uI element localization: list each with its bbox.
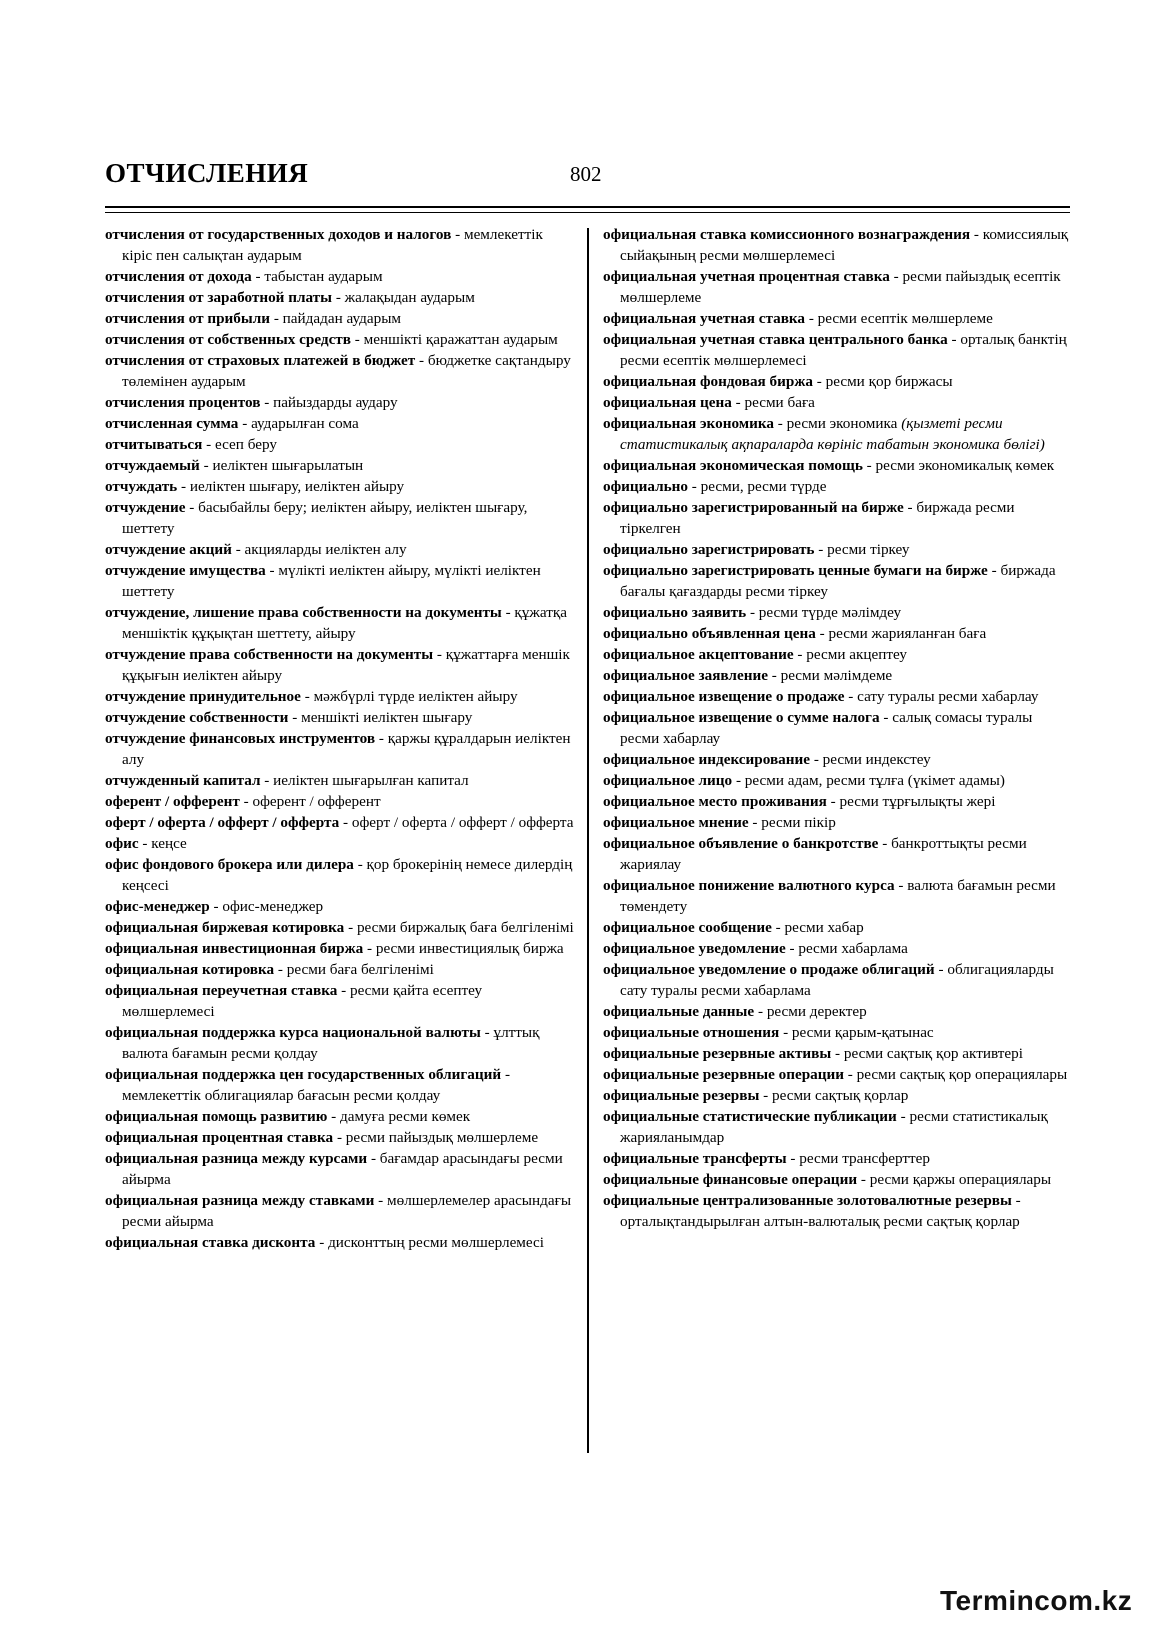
entry-separator: - <box>415 352 428 369</box>
entry-term: отчуждение <box>105 499 186 516</box>
dictionary-entry <box>603 791 1073 812</box>
dictionary-entry <box>105 329 575 350</box>
entry-definition: ресми қайта есептеу мөлшерлемесі <box>122 982 483 1020</box>
entry-separator: - <box>894 877 908 894</box>
dictionary-entry <box>105 854 575 896</box>
entry-separator: - <box>251 268 265 285</box>
entry-definition: қаржы құралдарын иеліктен алу <box>122 730 571 768</box>
entry-definition: банкроттықты ресми жариялау <box>620 835 1027 873</box>
entry-separator: - <box>185 499 199 516</box>
entry-term: официальные резервы <box>603 1087 760 1104</box>
dictionary-entry <box>603 329 1073 371</box>
entry-separator: - <box>844 688 858 705</box>
dictionary-entry <box>603 560 1073 602</box>
entry-separator: - <box>815 625 829 642</box>
entry-term: отчуждение имущества <box>105 562 266 579</box>
entry-definition: ресми статистикалық жарияланымдар <box>620 1108 1048 1146</box>
entry-definition: ресми қаржы операциялары <box>869 1171 1052 1188</box>
entry-term: отчисления от собственных средств <box>105 331 351 348</box>
entry-separator: - <box>353 856 367 873</box>
dictionary-entry <box>603 812 1073 833</box>
entry-term: отчуждение акций <box>105 541 232 558</box>
entry-definition: орталықтандырылған алтын-валюталық ресми сақтық қорлар <box>620 1213 1020 1230</box>
entry-term: официальная цена <box>603 394 732 411</box>
dictionary-entry <box>603 665 1073 686</box>
entry-separator: - <box>805 310 818 327</box>
entry-definition: биржада бағалы қағаздарды ресми тіркеу <box>620 562 1056 600</box>
entry-separator: - <box>731 394 745 411</box>
entry-term: офис-менеджер <box>105 898 210 915</box>
entry-separator: - <box>748 814 762 831</box>
entry-separator: - <box>826 793 840 810</box>
dictionary-entry <box>105 938 575 959</box>
entry-separator: - <box>754 1003 767 1020</box>
dictionary-entry <box>105 812 575 833</box>
dictionary-entry <box>603 455 1073 476</box>
entry-definition: ресми экономика <box>786 415 902 432</box>
entry-definition: меншікті қаражаттан аударым <box>363 331 558 348</box>
dictionary-entry <box>105 497 575 539</box>
entry-definition: салық сомасы туралы ресми хабарлау <box>620 709 1033 747</box>
entry-definition: иеліктен шығару, иеліктен айыру <box>189 478 405 495</box>
dictionary-entry <box>105 707 575 728</box>
entry-term: официальная переучетная ставка <box>105 982 338 999</box>
dictionary-entry <box>603 875 1073 917</box>
dictionary-entry <box>105 392 575 413</box>
entry-term: официальная процентная ставка <box>105 1129 334 1146</box>
entry-term: официальное мнение <box>603 814 749 831</box>
entry-separator: - <box>896 1108 910 1125</box>
entry-term: официальные финансовые операции <box>603 1171 858 1188</box>
entry-term: официальное акцептование <box>603 646 794 663</box>
dictionary-entry <box>105 434 575 455</box>
entry-definition: ресми трансферттер <box>799 1150 931 1167</box>
entry-separator: - <box>785 940 799 957</box>
entry-definition: ресми тіркеу <box>827 541 910 558</box>
dictionary-entry <box>603 371 1073 392</box>
dictionary-entry <box>105 1106 575 1127</box>
entry-definition: орталық банктің ресми есептік мөлшерлемесі <box>620 331 1067 369</box>
entry-term: официальная инвестиционная биржа <box>105 940 364 957</box>
dictionary-entry <box>105 686 575 707</box>
entry-separator: - <box>786 1150 800 1167</box>
entry-separator: - <box>889 268 903 285</box>
dictionary-entry <box>603 1148 1073 1169</box>
page-number: 802 <box>570 162 602 186</box>
dictionary-entry <box>603 1022 1073 1043</box>
entry-definition: мемлекеттік облигациялар бағасын ресми қолдау <box>122 1087 441 1104</box>
entry-separator: - <box>501 1066 511 1083</box>
entry-separator: - <box>209 898 223 915</box>
dictionary-entry <box>603 707 1073 749</box>
entry-separator: - <box>260 394 274 411</box>
dictionary-entry <box>105 791 575 812</box>
entry-separator: - <box>687 478 701 495</box>
entry-separator: - <box>451 226 464 243</box>
dictionary-entry <box>603 1190 1073 1232</box>
entry-definition: бюджетке сақтандыру төлемінен аударым <box>122 352 571 390</box>
entry-term: официальная ставка дисконта <box>105 1234 316 1251</box>
entry-term: официальная экономическая помощь <box>603 457 863 474</box>
dictionary-entry <box>603 938 1073 959</box>
entry-separator: - <box>779 1024 792 1041</box>
dictionary-entry <box>105 770 575 791</box>
entry-definition: ресми акцептеу <box>806 646 907 663</box>
dictionary-entry <box>603 308 1073 329</box>
entry-note: (қызметі ресми статистикалық ақпараларда көрініс табатын экономика бөлігі) <box>620 415 1045 453</box>
entry-definition: мөлшерлемелер арасындағы ресми айырма <box>122 1192 572 1230</box>
entry-definition: құжаттарға меншік құқығын иеліктен айыру <box>122 646 570 684</box>
entry-definition: құжатқа меншіктік құқықтан шеттету, айыру <box>122 604 567 642</box>
entry-definition: ресми мәлімдеме <box>780 667 893 684</box>
entry-separator: - <box>138 835 152 852</box>
entry-separator: - <box>878 835 892 852</box>
entry-separator: - <box>177 478 190 495</box>
dictionary-entry <box>105 959 575 980</box>
entry-definition: ресми адам, ресми тұлға (үкімет адамы) <box>744 772 1005 789</box>
entry-definition: мүлікті иеліктен айыру, мүлікті иеліктен шеттету <box>122 562 541 600</box>
entry-term: официальное уведомление <box>603 940 786 957</box>
entry-definition: ресми индекстеу <box>822 751 931 768</box>
entry-definition: ресми сақтық қор операциялары <box>856 1066 1068 1083</box>
entry-term: отчисления процентов <box>105 394 261 411</box>
dictionary-entry <box>105 1022 575 1064</box>
entry-separator: - <box>771 919 785 936</box>
header-rule-thick <box>105 206 1070 208</box>
entry-term: официальное извещение о сумме налога <box>603 709 880 726</box>
entry-term: отчисленная сумма <box>105 415 239 432</box>
dictionary-entry <box>105 1064 575 1106</box>
entry-separator: - <box>433 646 446 663</box>
dictionary-entry <box>105 980 575 1022</box>
entry-term: официальные данные <box>603 1003 755 1020</box>
entry-definition: дамуға ресми көмек <box>340 1108 471 1125</box>
dictionary-entry <box>603 602 1073 623</box>
entry-term: официальная поддержка курса национальной валюты <box>105 1024 481 1041</box>
entry-term: официально зарегистрировать ценные бумаги на бирже <box>603 562 988 579</box>
entry-definition: есеп беру <box>215 436 277 453</box>
entry-term: официальная разница между курсами <box>105 1150 368 1167</box>
entry-definition: қор брокерінің немесе дилердің кеңсесі <box>122 856 573 894</box>
entry-term: официальное заявление <box>603 667 768 684</box>
entry-term: отчуждаемый <box>105 457 200 474</box>
entry-term: отчуждение, лишение права собственности на документы <box>105 604 502 621</box>
entry-term: официальное извещение о продаже <box>603 688 845 705</box>
entry-term: официальная поддержка цен государственных облигаций <box>105 1066 502 1083</box>
dictionary-entry <box>603 833 1073 875</box>
entry-definition: ресми баға белгіленімі <box>286 961 434 978</box>
entry-separator: - <box>374 1192 387 1209</box>
entry-definition: биржада ресми тіркелген <box>620 499 1015 537</box>
entry-term: официальные трансферты <box>603 1150 787 1167</box>
dictionary-entry <box>105 224 575 266</box>
entry-separator: - <box>1011 1192 1021 1209</box>
entry-definition: жалақыдан аударым <box>344 289 475 306</box>
dictionary-entry <box>603 1001 1073 1022</box>
entry-separator: - <box>367 1150 380 1167</box>
page-header <box>105 150 1070 195</box>
entry-term: официальная биржевая котировка <box>105 919 345 936</box>
dictionary-entry <box>105 308 575 329</box>
site-logo <box>940 1585 1140 1625</box>
entry-definition: оферент / офферент <box>252 793 381 810</box>
entry-term: официальная фондовая биржа <box>603 373 813 390</box>
entry-definition: оферт / оферта / офферт / офферта <box>351 814 574 831</box>
entry-definition: ресми пайыздық мөлшерлеме <box>345 1129 539 1146</box>
entry-separator: - <box>274 961 287 978</box>
entry-separator: - <box>812 373 826 390</box>
entry-separator: - <box>315 1234 329 1251</box>
entry-separator: - <box>862 457 876 474</box>
entry-definition: пайыздарды аудару <box>273 394 398 411</box>
entry-separator: - <box>857 1171 870 1188</box>
dictionary-entry <box>105 644 575 686</box>
entry-definition: ресми хабар <box>784 919 864 936</box>
entry-definition: пайдадан аударым <box>282 310 402 327</box>
entry-definition: офис-менеджер <box>222 898 324 915</box>
entry-term: официальное лицо <box>603 772 733 789</box>
entry-term: отчуждение права собственности на документы <box>105 646 434 663</box>
entry-term: отчисления от прибыли <box>105 310 271 327</box>
entry-definition: ресми хабарлама <box>798 940 908 957</box>
dictionary-entry <box>105 539 575 560</box>
entry-definition: иеліктен шығарылған капитал <box>273 772 469 789</box>
dictionary-entry <box>603 497 1073 539</box>
entry-term: отчуждение финансовых инструментов <box>105 730 376 747</box>
entry-definition: ресми инвестициялық биржа <box>375 940 564 957</box>
entry-definition: басыбайлы беру; иеліктен айыру, иеліктен шығару, шеттету <box>122 499 528 537</box>
entry-definition: дисконттың ресми мөлшерлемесі <box>328 1234 545 1251</box>
dictionary-entry <box>105 1127 575 1148</box>
entry-term: официальные централизованные золотовалютные резервы <box>603 1192 1012 1209</box>
entry-term: официальная разница между ставками <box>105 1192 375 1209</box>
entry-term: официальная учетная ставка центрального банка <box>603 331 948 348</box>
entry-term: официальные статистические публикации <box>603 1108 897 1125</box>
entry-separator: - <box>767 667 781 684</box>
entry-separator: - <box>288 709 302 726</box>
entry-separator: - <box>879 709 893 726</box>
entry-definition: ресми баға <box>744 394 815 411</box>
dictionary-entry <box>603 224 1073 266</box>
entry-term: отчужденный капитал <box>105 772 261 789</box>
entry-definition: ресми қор биржасы <box>825 373 953 390</box>
entry-term: отчуждение принудительное <box>105 688 301 705</box>
entry-separator: - <box>231 541 245 558</box>
entry-separator: - <box>337 982 350 999</box>
dictionary-entry <box>105 455 575 476</box>
entry-separator: - <box>793 646 807 663</box>
dictionary-entry <box>603 749 1073 770</box>
logo-text: Termincom.kz <box>940 1585 1133 1616</box>
dictionary-entry <box>603 476 1073 497</box>
entry-separator: - <box>202 436 215 453</box>
entry-definition: ұлттық валюта бағамын ресми қолдау <box>122 1024 540 1062</box>
entry-definition: меншікті иеліктен шығару <box>301 709 473 726</box>
dictionary-entry <box>603 413 1073 455</box>
dictionary-entry <box>603 644 1073 665</box>
entry-definition: иеліктен шығарылатын <box>212 457 364 474</box>
header-title: ОТЧИСЛЕНИЯ <box>105 158 309 188</box>
entry-separator: - <box>332 289 345 306</box>
entry-term: официальное индексирование <box>603 751 811 768</box>
entry-definition: ресми сақтық қор активтері <box>843 1045 1023 1062</box>
entry-separator: - <box>363 940 376 957</box>
dictionary-entry <box>603 959 1073 1001</box>
entry-separator: - <box>987 562 1001 579</box>
dictionary-entry <box>105 413 575 434</box>
entry-separator: - <box>970 226 983 243</box>
dictionary-entry <box>105 833 575 854</box>
entry-separator: - <box>260 772 274 789</box>
entry-term: официально объявленная цена <box>603 625 816 642</box>
entry-term: отчисления от заработной платы <box>105 289 333 306</box>
entry-term: официально зарегистрировать <box>603 541 815 558</box>
entry-definition: ресми деректер <box>766 1003 867 1020</box>
entry-definition: ресми тұрғылықты жері <box>839 793 996 810</box>
entry-separator: - <box>199 457 213 474</box>
entry-separator: - <box>339 814 352 831</box>
entry-term: отчитываться <box>105 436 203 453</box>
entry-definition: ресми, ресми түрде <box>700 478 827 495</box>
dictionary-entry <box>105 350 575 392</box>
header-rule-thin <box>105 212 1070 213</box>
dictionary-entry <box>105 287 575 308</box>
entry-separator: - <box>746 604 759 621</box>
entry-separator: - <box>814 541 828 558</box>
entry-definition: мемлекеттік кіріс пен салықтан аударым <box>122 226 543 264</box>
entry-definition: акцияларды иеліктен алу <box>244 541 407 558</box>
entry-separator: - <box>265 562 279 579</box>
dictionary-entry <box>603 1043 1073 1064</box>
dictionary-entry <box>603 1106 1073 1148</box>
entry-separator: - <box>773 415 787 432</box>
entry-term: официальное уведомление о продаже облигаций <box>603 961 935 978</box>
entry-term: официальное сообщение <box>603 919 772 936</box>
entry-term: официальное понижение валютного курса <box>603 877 895 894</box>
entry-term: официальные резервные активы <box>603 1045 832 1062</box>
entry-term: официальное место проживания <box>603 793 827 810</box>
entry-term: отчуждение собственности <box>105 709 289 726</box>
entry-definition: ресми сақтық қорлар <box>771 1087 909 1104</box>
entry-definition: мәжбүрлі түрде иеліктен айыру <box>313 688 518 705</box>
dictionary-entry <box>603 266 1073 308</box>
entry-term: официальное объявление о банкротстве <box>603 835 879 852</box>
dictionary-entry <box>105 1148 575 1190</box>
left-column <box>105 224 575 1253</box>
entry-term: отчуждать <box>105 478 178 495</box>
entry-separator: - <box>375 730 388 747</box>
entry-separator: - <box>759 1087 772 1104</box>
entry-term: официально зарегистрированный на бирже <box>603 499 904 516</box>
entry-separator: - <box>903 499 917 516</box>
entry-term: отчисления от страховых платежей в бюджет <box>105 352 416 369</box>
entry-definition: ресми пайыздық есептік мөлшерлеме <box>620 268 1061 306</box>
dictionary-entry <box>105 602 575 644</box>
entry-definition: ресми қарым-қатынас <box>791 1024 934 1041</box>
dictionary-entry <box>105 266 575 287</box>
dictionary-entry <box>105 917 575 938</box>
entry-term: официально <box>603 478 688 495</box>
entry-separator: - <box>831 1045 844 1062</box>
dictionary-entry <box>105 1232 575 1253</box>
entry-definition: валюта бағамын ресми төмендету <box>620 877 1056 915</box>
dictionary-entry <box>603 539 1073 560</box>
entry-separator: - <box>480 1024 494 1041</box>
entry-separator: - <box>810 751 823 768</box>
right-column <box>603 224 1073 1232</box>
entry-separator: - <box>238 415 252 432</box>
entry-term: официальные отношения <box>603 1024 780 1041</box>
dictionary-entry <box>603 917 1073 938</box>
dictionary-entry <box>105 560 575 602</box>
entry-separator: - <box>270 310 283 327</box>
dictionary-entry <box>105 1190 575 1232</box>
entry-definition: аударылған сома <box>251 415 359 432</box>
entry-separator: - <box>333 1129 346 1146</box>
entry-definition: табыстан аударым <box>264 268 383 285</box>
dictionary-entry <box>603 770 1073 791</box>
dictionary-entry <box>105 476 575 497</box>
entry-definition: сату туралы ресми хабарлау <box>857 688 1039 705</box>
entry-term: отчисления от дохода <box>105 268 252 285</box>
dictionary-entry <box>603 623 1073 644</box>
dictionary-entry <box>603 392 1073 413</box>
entry-definition: ресми пікір <box>761 814 836 831</box>
entry-term: официальная котировка <box>105 961 275 978</box>
entry-separator: - <box>501 604 515 621</box>
entry-separator: - <box>732 772 745 789</box>
entry-term: официальная экономика <box>603 415 774 432</box>
entry-definition: ресми жарияланған баға <box>828 625 987 642</box>
entry-term: отчисления от государственных доходов и налогов <box>105 226 452 243</box>
entry-term: оферент / офферент <box>105 793 240 810</box>
entry-separator: - <box>239 793 253 810</box>
entry-term: офис <box>105 835 139 852</box>
entry-definition: ресми биржалық баға белгіленімі <box>356 919 574 936</box>
entry-separator: - <box>300 688 314 705</box>
dictionary-entry <box>603 686 1073 707</box>
entry-separator: - <box>344 919 357 936</box>
dictionary-entry <box>105 896 575 917</box>
dictionary-entry <box>105 728 575 770</box>
entry-definition: кеңсе <box>151 835 187 852</box>
column-divider <box>587 228 589 1453</box>
entry-separator: - <box>327 1108 341 1125</box>
entry-term: официальная учетная ставка <box>603 310 806 327</box>
entry-separator: - <box>947 331 961 348</box>
entry-term: официально заявить <box>603 604 747 621</box>
entry-definition: облигацияларды сату туралы ресми хабарлама <box>620 961 1054 999</box>
entry-definition: ресми түрде мәлімдеу <box>758 604 902 621</box>
entry-definition: комиссиялық сыйақының ресми мөлшерлемесі <box>620 226 1069 264</box>
entry-term: оферт / оферта / офферт / офферта <box>105 814 340 831</box>
entry-definition: бағамдар арасындағы ресми айырма <box>122 1150 563 1188</box>
entry-definition: ресми экономикалық көмек <box>875 457 1055 474</box>
entry-separator: - <box>350 331 364 348</box>
entry-separator: - <box>843 1066 857 1083</box>
dictionary-entry <box>603 1169 1073 1190</box>
dictionary-entry <box>603 1085 1073 1106</box>
entry-separator: - <box>934 961 948 978</box>
entry-term: официальные резервные операции <box>603 1066 844 1083</box>
entry-term: официальная ставка комиссионного вознаграждения <box>603 226 971 243</box>
entry-term: официальная учетная процентная ставка <box>603 268 890 285</box>
entry-definition: ресми есептік мөлшерлеме <box>817 310 993 327</box>
dictionary-entry <box>603 1064 1073 1085</box>
entry-term: официальная помощь развитию <box>105 1108 328 1125</box>
entry-term: офис фондового брокера или дилера <box>105 856 354 873</box>
